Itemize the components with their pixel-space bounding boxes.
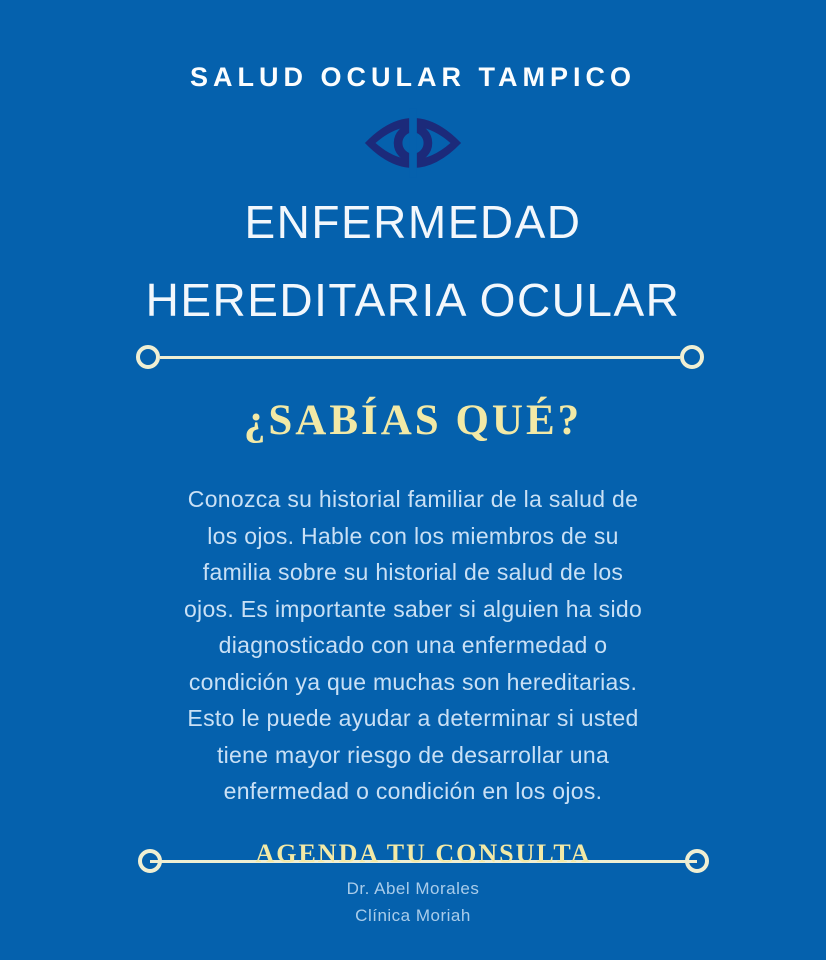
section-heading: ¿SABÍAS QUÉ? bbox=[243, 397, 583, 444]
page-title-line1: ENFERMEDAD bbox=[244, 196, 582, 248]
body-line: diagnosticado con una enfermedad o bbox=[218, 632, 608, 658]
body-line: condición ya que muchas son hereditarias. bbox=[188, 668, 638, 695]
divider-ring-right bbox=[680, 345, 704, 369]
cta-divider bbox=[138, 839, 709, 881]
page-title bbox=[0, 183, 826, 339]
credit-clinic-name: Clínica Moriah bbox=[355, 906, 471, 925]
body-line: Esto le puede ayudar a determinar si usted bbox=[187, 705, 639, 731]
body-paragraph bbox=[0, 481, 826, 810]
divider-line bbox=[160, 356, 680, 359]
body-line: los ojos. Hable con los miembros de su bbox=[207, 522, 619, 549]
eye-icon bbox=[363, 108, 463, 178]
body-line: Conozca su historial familiar de la salud de bbox=[187, 486, 639, 512]
body-line: ojos. Es importante saber si alguien ha sido bbox=[183, 595, 643, 622]
cta-label: AGENDA TU CONSULTA bbox=[255, 839, 592, 868]
credit-doctor-name: Dr. Abel Morales bbox=[346, 879, 480, 898]
brand-name: SALUD OCULAR TAMPICO bbox=[190, 62, 636, 92]
divider-ring-left bbox=[136, 345, 160, 369]
body-line: familia sobre su historial de salud de los bbox=[202, 559, 624, 585]
divider-top bbox=[136, 345, 704, 369]
body-line: enfermedad o condición en los ojos. bbox=[223, 778, 603, 804]
body-line: tiene mayor riesgo de desarrollar una bbox=[216, 741, 610, 768]
page-title-line2: HEREDITARIA OCULAR bbox=[145, 274, 681, 326]
